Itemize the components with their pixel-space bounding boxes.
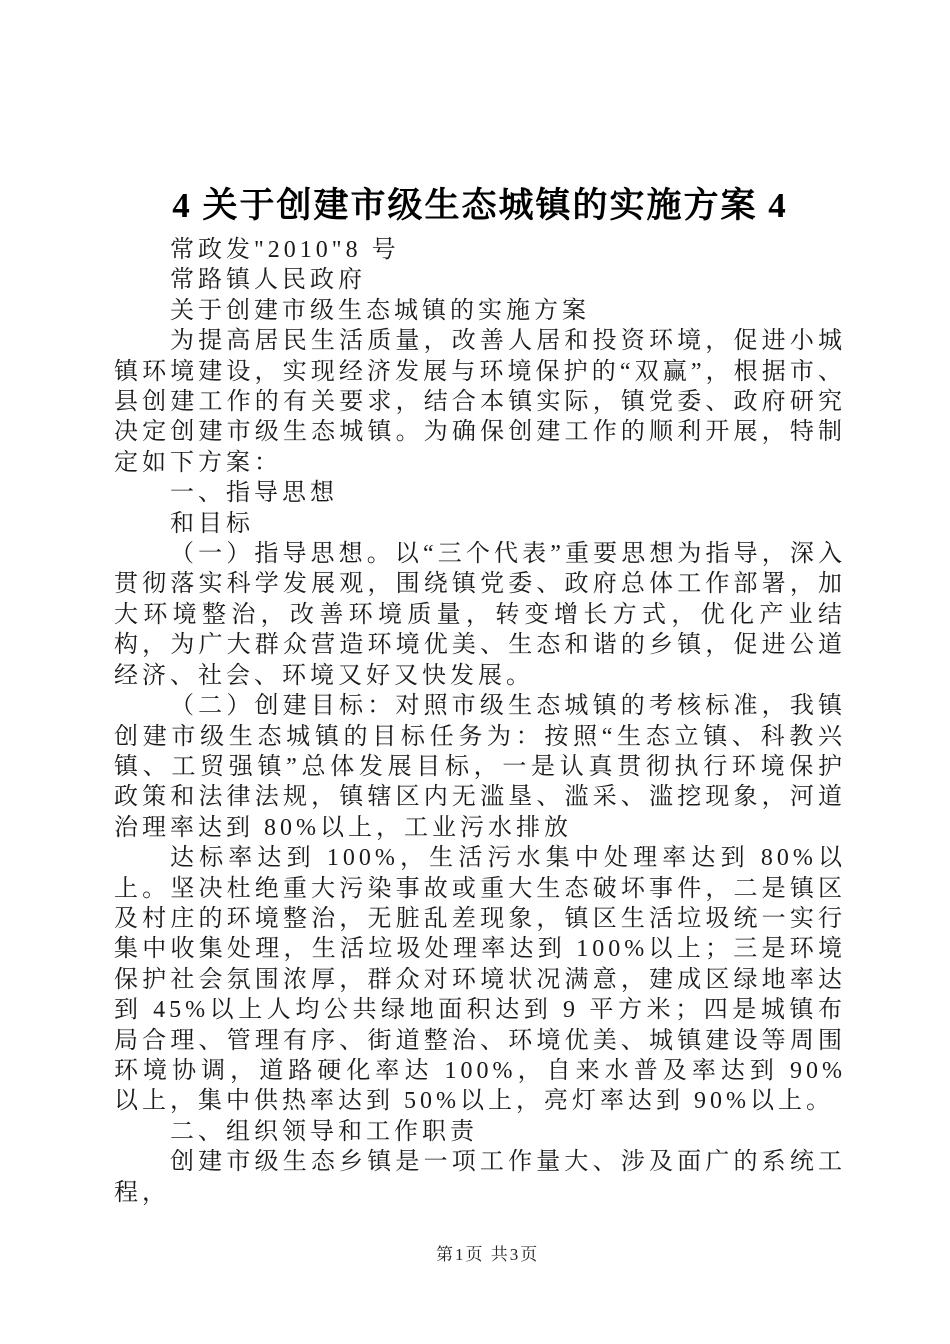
paragraph-guiding-ideology: （一）指导思想。以“三个代表”重要思想为指导，深入贯彻落实科学发展观，围绕镇党委、政府总体工作部署，加大环境整治，改善环境质量，转变增长方式，优化产业结构，为广大群众营造环境优美、生态和谐的乡镇，促进公道经济、社会、环境又好又快发展。	[114, 541, 846, 689]
section-heading-two: 二、组织领导和工作职责	[170, 1118, 478, 1145]
paragraph-intro: 为提高居民生活质量，改善人居和投资环境，促进小城镇环境建设，实现经济发展与环境保护的“双赢”，根据市、县创建工作的有关要求，结合本镇实际，镇党委、政府研究决定创建市级生态城镇。为确保创建工作的顺利开展，特制定如下方案：	[114, 328, 846, 476]
paragraph-subtitle: 关于创建市级生态城镇的实施方案	[170, 297, 590, 324]
paragraph-issue-number: 常政发"2010"8 号	[170, 237, 400, 263]
document-body	[114, 235, 846, 1208]
section-heading-one-continued: 和目标	[170, 510, 254, 537]
section-heading-one: 一、指导思想	[170, 480, 338, 507]
paragraph-creation-goals: （二）创建目标：对照市级生态城镇的考核标准，我镇创建市级生态城镇的目标任务为：按照“生态立镇、科教兴镇、工贸强镇”总体发展目标，一是认真贯彻执行环境保护政策和法律法规，镇辖区内无滥垦、滥采、滥挖现象，河道治理率达到 80%以上，工业污水排放	[114, 693, 846, 841]
document-title: 4 关于创建市级生态城镇的实施方案 4	[172, 186, 788, 225]
paragraph-goal-details: 达标率达到 100%，生活污水集中处理率达到 80%以上。坚决杜绝重大污染事故或重大生态破坏事件，二是镇区及村庄的环境整治，无脏乱差现象，镇区生活垃圾统一实行集中收集处理，生活垃圾处理率达到 100%以上；三是环境保护社会氛围浓厚，群众对环境状况满意，建成区绿地率达到 45%以上人均公共绿地面积达到 9 平方米；四是城镇布局合理、管理有序、街道整治、环境优美、城镇建设等周围环境协调，道路硬化率达 100%，自来水普及率达到 90%以上，集中供热率达到 50%以上，亮灯率达到 90%以上。	[114, 845, 846, 1115]
document-content	[114, 183, 846, 1208]
paragraph-issuing-authority: 常路镇人民政府	[170, 267, 366, 294]
paragraph-organization-lead: 创建市级生态乡镇是一项工作量大、涉及面广的系统工程，	[114, 1149, 846, 1206]
page-number-indicator: 第1页 共3页	[436, 1245, 540, 1264]
